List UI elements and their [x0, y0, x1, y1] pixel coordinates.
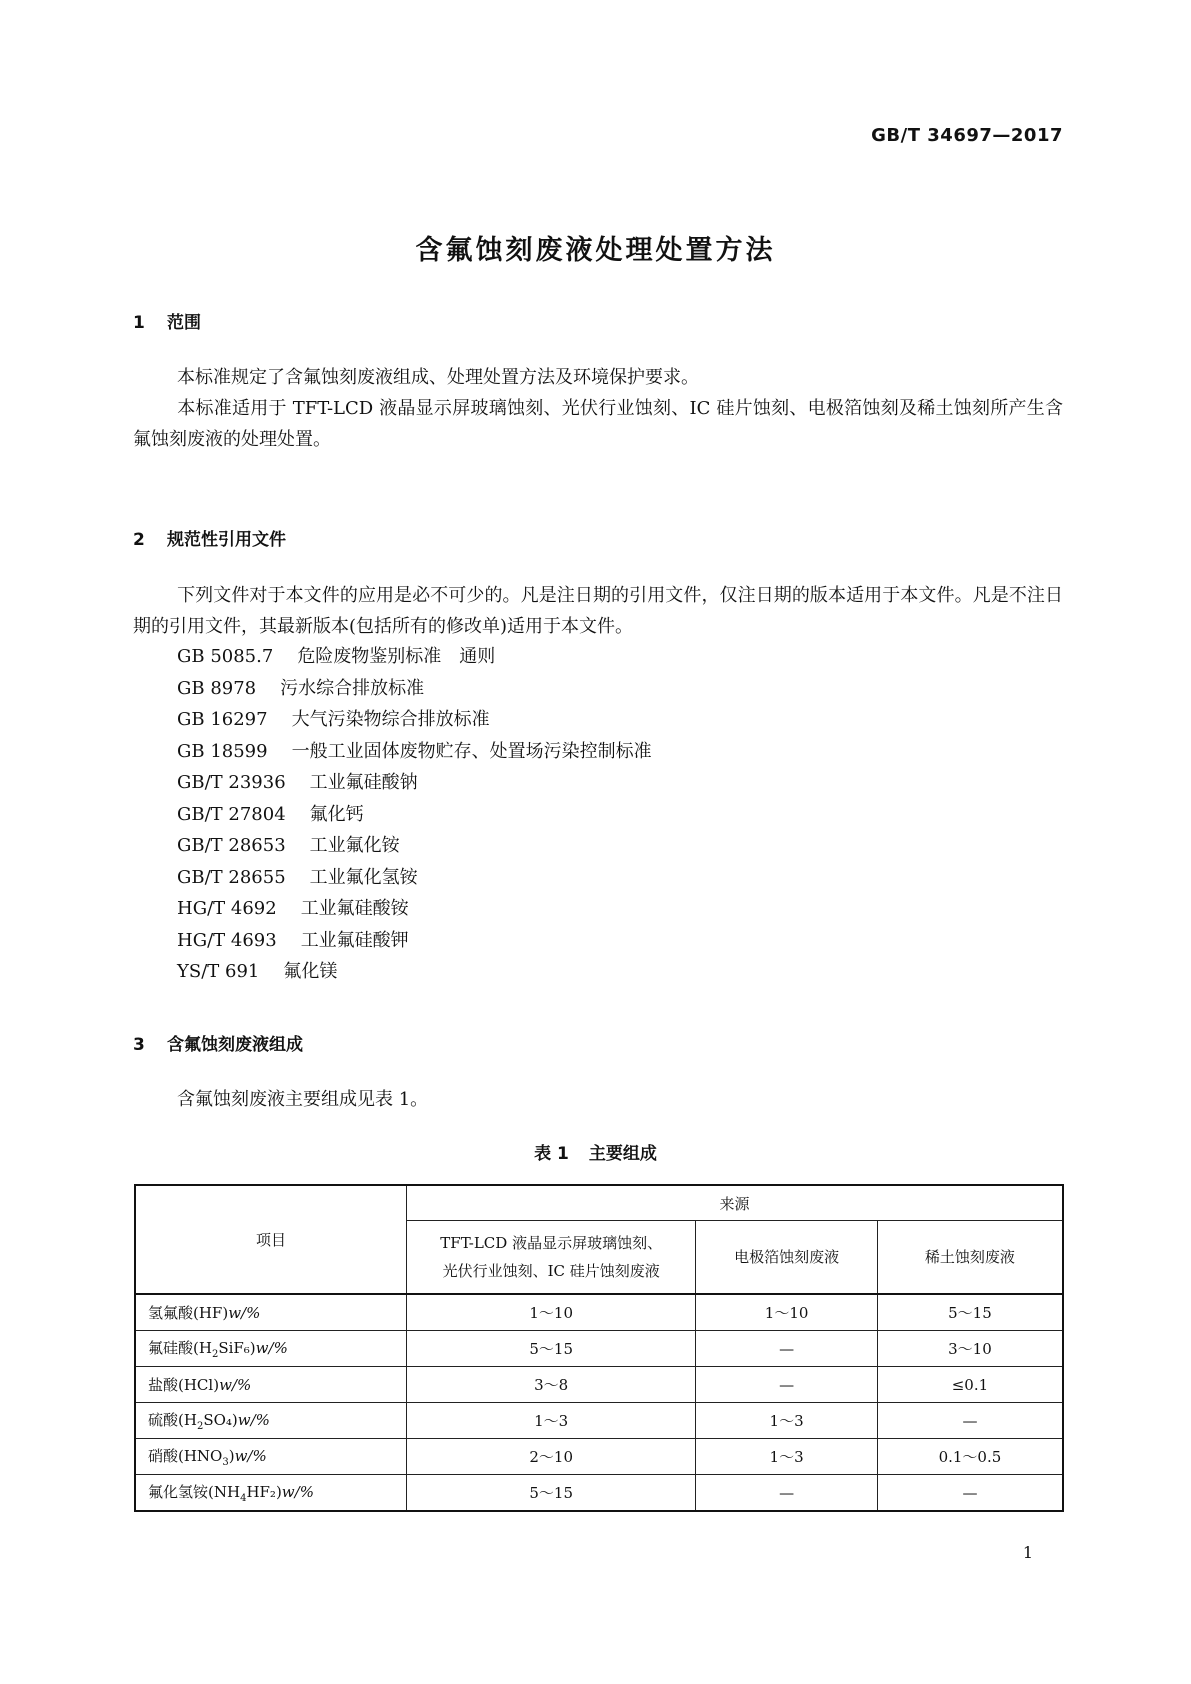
table-caption: [0, 1139, 1191, 1164]
section-3-paragraph-1: [133, 1084, 1063, 1115]
composition-table: [134, 1184, 1064, 1512]
row-item: 硝酸$(HNO_3)w/\%$: [135, 1439, 407, 1475]
row-item: 氢氟酸(HF)w/%: [135, 1294, 407, 1331]
row-item: 硫酸$(H_2SO_4)w/\%$: [135, 1403, 407, 1439]
normative-references-list: [177, 641, 652, 988]
reference-code: GB/T 27804: [177, 803, 286, 825]
cell: 5～15: [407, 1475, 696, 1512]
reference-title: 污水综合排放标准: [280, 677, 425, 699]
cell: —: [877, 1403, 1063, 1439]
reference-item: [177, 925, 652, 957]
paragraph-text: 含氟蚀刻废液主要组成见表 1。: [177, 1089, 429, 1110]
section-number: 1: [133, 313, 145, 333]
reference-item: [177, 830, 652, 862]
reference-item: [177, 893, 652, 925]
reference-code: GB 18599: [177, 740, 268, 762]
reference-item: [177, 956, 652, 988]
reference-title: 工业氟化氢铵: [309, 866, 418, 888]
cell: —: [877, 1475, 1063, 1512]
cell: 3～10: [877, 1331, 1063, 1367]
cell: 2～10: [407, 1439, 696, 1475]
reference-code: GB 16297: [177, 709, 268, 730]
reference-item: [177, 673, 652, 705]
row-item: 氟化氢铵$(NH_4HF_2)w/\%$: [135, 1475, 407, 1512]
page-number: 1: [1022, 1543, 1033, 1562]
section-title: 规范性引用文件: [167, 530, 286, 550]
cell: 5～15: [877, 1294, 1063, 1331]
reference-code: GB 5085.7: [177, 646, 274, 667]
cell: —: [696, 1475, 878, 1512]
section-2-paragraph-1: [133, 580, 1063, 642]
reference-title: 危险废物鉴别标准 通则: [297, 646, 496, 667]
header-source: 来源: [407, 1185, 1063, 1221]
table-row: [135, 1439, 1063, 1475]
reference-title: 工业氟化铵: [309, 835, 400, 856]
cell: 1～10: [696, 1294, 878, 1331]
cell: 1～10: [407, 1294, 696, 1331]
section-1-paragraph-1: [133, 362, 1063, 393]
standard-code: GB/T 34697—2017: [871, 125, 1063, 146]
reference-title: 工业氟硅酸钾: [300, 929, 409, 951]
reference-code: GB/T 28655: [177, 866, 286, 888]
document-title: 含氟蚀刻废液处理处置方法: [415, 235, 776, 266]
cell: 3～8: [407, 1367, 696, 1403]
reference-item: [177, 641, 652, 673]
table-row: [135, 1294, 1063, 1331]
row-item: 盐酸(HCl)w/%: [135, 1367, 407, 1403]
reference-item: [177, 767, 652, 799]
reference-code: GB/T 28653: [177, 835, 286, 856]
reference-code: HG/T 4693: [177, 929, 277, 951]
table-row: [135, 1403, 1063, 1439]
header-line: 光伏行业蚀刻、IC 硅片蚀刻废液: [442, 1262, 660, 1280]
header-line: 稀土蚀刻废液: [924, 1248, 1015, 1266]
row-item: 氟硅酸$(H_2SiF_6)w/\%$: [135, 1331, 407, 1367]
section-3-heading: [133, 1030, 303, 1055]
cell: 5～15: [407, 1331, 696, 1367]
paragraph-text: 本标准规定了含氟蚀刻废液组成、处理处置方法及环境保护要求。: [177, 367, 699, 388]
reference-title: 工业氟硅酸钠: [309, 772, 418, 793]
reference-title: 工业氟硅酸铵: [300, 898, 409, 919]
cell: 0.1～0.5: [877, 1439, 1063, 1475]
header-line: 电极箔蚀刻废液: [734, 1248, 840, 1266]
reference-title: 大气污染物综合排放标准: [291, 709, 490, 730]
section-1-heading: [133, 308, 201, 333]
table-row: [135, 1331, 1063, 1367]
section-title: 范围: [167, 313, 201, 333]
header-line: TFT-LCD 液晶显示屏玻璃蚀刻、: [440, 1234, 663, 1252]
reference-item: [177, 736, 652, 768]
cell: —: [696, 1331, 878, 1367]
cell: 1～3: [696, 1439, 878, 1475]
reference-code: YS/T 691: [177, 961, 260, 982]
header-item: 项目: [135, 1185, 407, 1294]
table-header-row: [135, 1185, 1063, 1221]
cell: 1～3: [696, 1403, 878, 1439]
table-caption-number: 表 1: [534, 1144, 569, 1164]
reference-item: [177, 704, 652, 736]
section-number: 2: [133, 530, 145, 550]
reference-code: GB/T 23936: [177, 772, 286, 793]
cell: 1～3: [407, 1403, 696, 1439]
section-number: 3: [133, 1035, 145, 1055]
header-col-electrode: [696, 1221, 878, 1295]
reference-item: [177, 862, 652, 894]
reference-title: 氟化钙: [309, 803, 364, 825]
table-caption-title: 主要组成: [588, 1144, 657, 1164]
section-1-paragraph-2: [133, 393, 1063, 455]
reference-item: [177, 799, 652, 831]
paragraph-text: 下列文件对于本文件的应用是必不可少的。凡是注日期的引用文件，仅注日期的版本适用于本文件。凡是不注日期的引用文件，其最新版本(包括所有的修改单)适用于本文件。: [133, 585, 1063, 637]
cell: ≤0.1: [877, 1367, 1063, 1403]
table-row: [135, 1475, 1063, 1512]
reference-title: 一般工业固体废物贮存、处置场污染控制标准: [291, 740, 652, 762]
cell: —: [696, 1367, 878, 1403]
table-row: [135, 1367, 1063, 1403]
header-col-rare-earth: [877, 1221, 1063, 1295]
reference-title: 氟化镁: [283, 961, 338, 982]
header-col-tft: [407, 1221, 696, 1295]
paragraph-text: 本标准适用于 TFT-LCD 液晶显示屏玻璃蚀刻、光伏行业蚀刻、IC 硅片蚀刻、电极箔蚀刻及稀土蚀刻所产生含氟蚀刻废液的处理处置。: [133, 398, 1063, 450]
section-2-heading: [133, 525, 286, 550]
reference-code: HG/T 4692: [177, 898, 277, 919]
section-title: 含氟蚀刻废液组成: [167, 1035, 303, 1055]
reference-code: GB 8978: [177, 677, 257, 699]
